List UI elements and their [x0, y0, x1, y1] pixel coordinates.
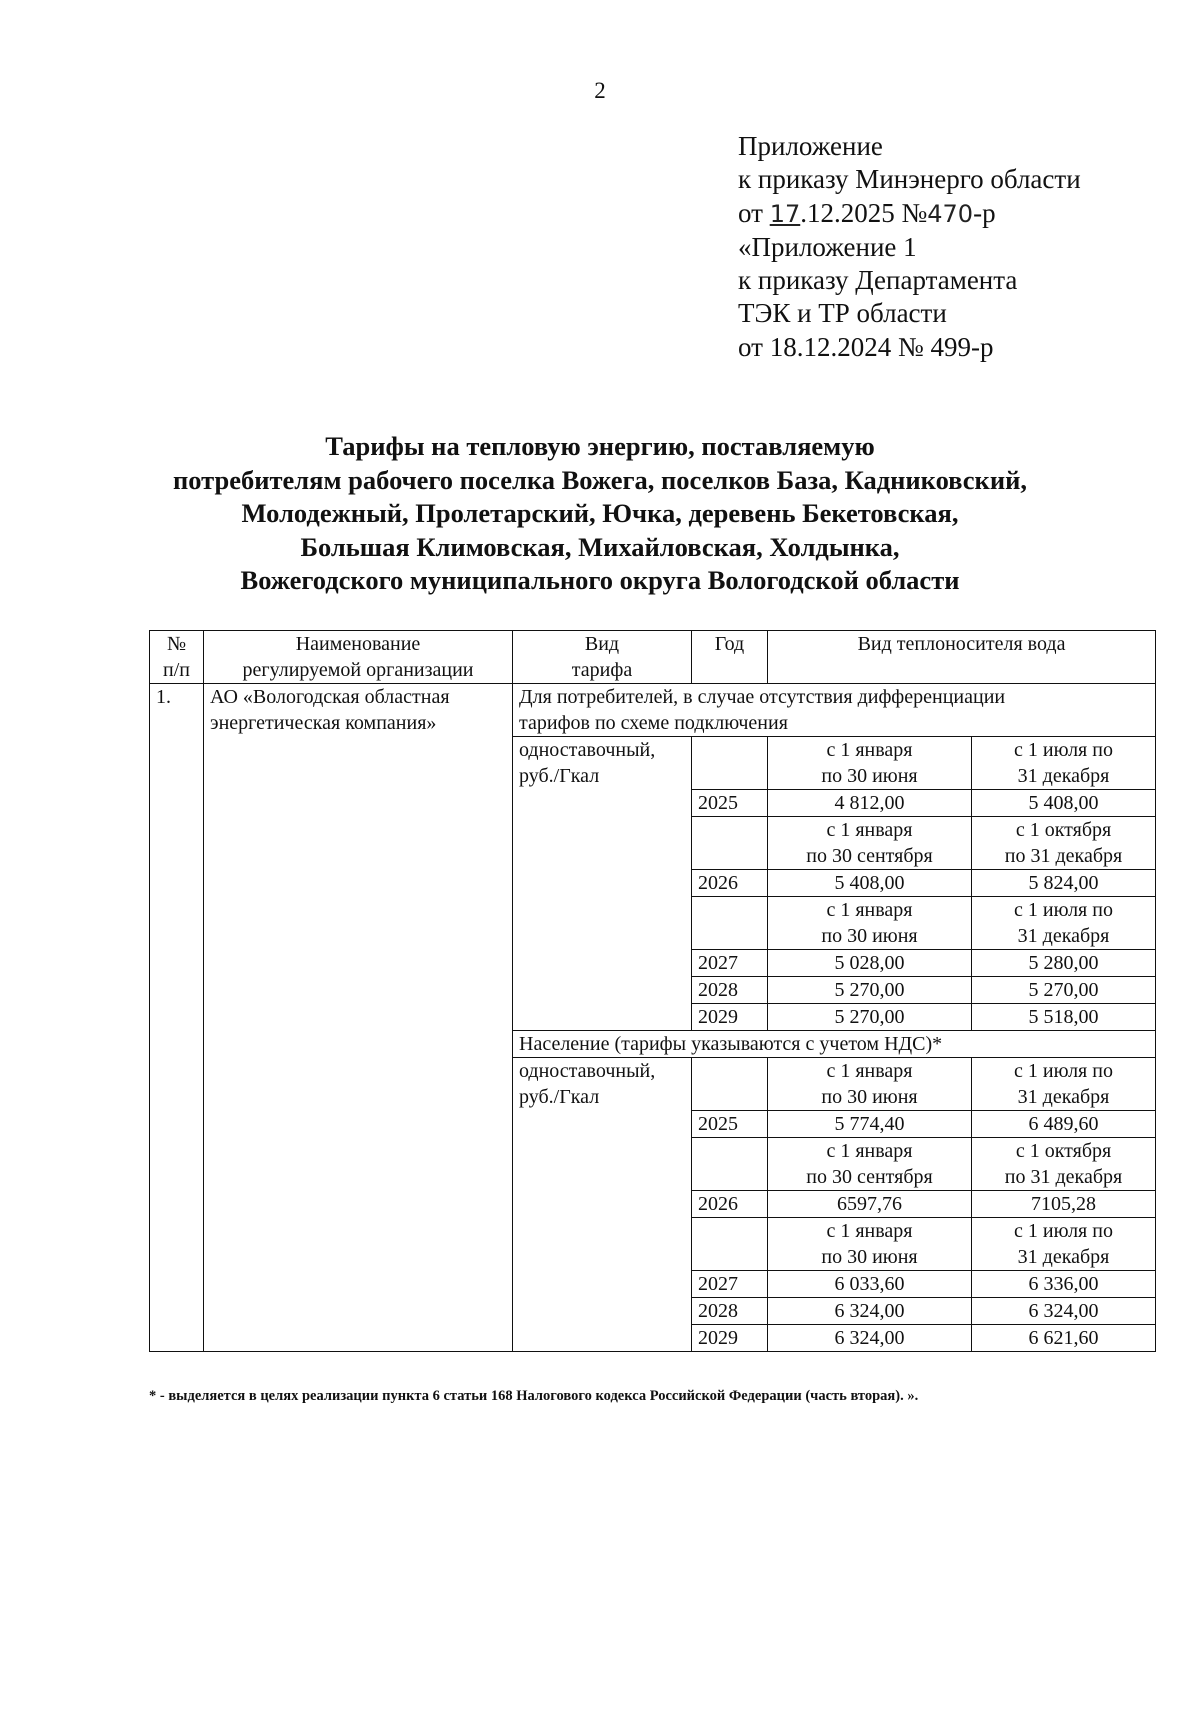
period-second-half-text: 31 декабря [1017, 1246, 1110, 1268]
header-tariff-type-text: тарифа [571, 659, 633, 681]
header-organization-text: Наименование [295, 633, 421, 655]
tariff-value-first [768, 1111, 972, 1138]
period-second-half [972, 1218, 1156, 1271]
tariff-value-first-text: 4 812,00 [834, 792, 905, 814]
title-line: Молодежный, Пролетарский, Ючка, деревень Бекетовская, [241, 498, 959, 528]
appendix-text: от [738, 197, 770, 228]
period-first-half-text: по 30 июня [821, 925, 918, 947]
organization-name-text: АО «Вологодская областная [210, 686, 450, 708]
year-cell [692, 950, 768, 977]
handwritten-day: 17 [769, 199, 801, 228]
header-tariff-type [513, 631, 692, 684]
year-cell-text: 2029 [698, 1006, 738, 1028]
period-first-half [768, 737, 972, 790]
year-cell-text: 2028 [698, 1300, 738, 1322]
empty-year-cell [692, 1138, 768, 1191]
appendix-text: -р [973, 197, 996, 228]
period-first-half-text: по 30 июня [821, 765, 918, 787]
period-second-half-text: по 31 декабря [1004, 845, 1123, 867]
tariff-type-text: руб./Гкал [519, 765, 600, 787]
tariff-value-second-text: 5 824,00 [1028, 872, 1099, 894]
year-cell [692, 1271, 768, 1298]
tariff-value-first-text: 5 270,00 [834, 1006, 905, 1028]
title-line: Тарифы на тепловую энергию, поставляемую [325, 431, 875, 461]
period-second-half-text: с 1 июля по [1014, 1220, 1113, 1242]
title-line: потребителям рабочего поселка Вожега, поселков База, Кадниковский, [173, 464, 1027, 495]
section-title [513, 1031, 1156, 1058]
period-second-half-text: по 31 декабря [1004, 1166, 1123, 1188]
appendix-line: Приложение [738, 131, 883, 161]
tariff-value-first-text: 5 774,40 [834, 1113, 905, 1135]
title-line: Большая Климовская, Михайловская, Холдынка, [300, 531, 900, 562]
period-second-half-text: 31 декабря [1017, 765, 1110, 787]
period-first-half [768, 1138, 972, 1191]
row-number [150, 684, 204, 1352]
tariff-value-second-text: 5 280,00 [1028, 952, 1099, 974]
year-cell [692, 977, 768, 1004]
empty-year-cell [692, 1218, 768, 1271]
header-organization [204, 631, 513, 684]
period-second-half [972, 1058, 1156, 1111]
period-first-half-text: с 1 января [826, 1060, 913, 1082]
header-number-text: п/п [163, 659, 190, 681]
period-second-half-text: с 1 июля по [1014, 899, 1113, 921]
tariff-type-text: одноставочный, [519, 1060, 656, 1082]
header-organization-text: регулируемой организации [242, 659, 474, 681]
tariff-value-second-text: 6 324,00 [1028, 1300, 1099, 1322]
period-second-half-text: с 1 июля по [1014, 1060, 1113, 1082]
year-cell-text: 2027 [698, 1273, 738, 1295]
header-carrier-text: Вид теплоносителя вода [857, 633, 1066, 655]
tariff-value-first-text: 6 033,60 [834, 1273, 905, 1295]
document-title [0, 430, 1200, 598]
year-cell [692, 790, 768, 817]
period-second-half-text: 31 декабря [1017, 1086, 1110, 1108]
tariff-value-first [768, 1298, 972, 1325]
handwritten-number: 470 [927, 199, 974, 228]
empty-year-cell [692, 817, 768, 870]
appendix-block [738, 130, 1081, 364]
appendix-line: к приказу Минэнерго области [738, 164, 1081, 195]
period-first-half-text: с 1 января [826, 819, 913, 841]
section-title [513, 684, 1156, 737]
period-second-half [972, 817, 1156, 870]
tariff-value-second [972, 1111, 1156, 1138]
header-year-text: Год [714, 633, 745, 655]
period-first-half-text: по 30 июня [821, 1246, 918, 1268]
period-first-half-text: по 30 сентября [806, 845, 933, 867]
tariff-value-second-text: 6 621,60 [1028, 1327, 1099, 1349]
organization-name [204, 684, 513, 1352]
appendix-order-date-line [738, 197, 1081, 231]
tariff-value-second [972, 1325, 1156, 1352]
year-cell [692, 1298, 768, 1325]
tariff-value-second [972, 1004, 1156, 1031]
period-second-half [972, 1138, 1156, 1191]
year-cell-text: 2027 [698, 952, 738, 974]
tariff-type-text: одноставочный, [519, 739, 656, 761]
tariff-type [513, 1058, 692, 1352]
tariff-table [149, 630, 1156, 1352]
period-second-half-text: 31 декабря [1017, 925, 1110, 947]
period-second-half [972, 897, 1156, 950]
year-cell [692, 870, 768, 897]
year-cell-text: 2025 [698, 1113, 738, 1135]
row-number-text: 1. [156, 686, 171, 708]
footnote: * - выделяется в целях реализации пункта 6 статьи 168 Налогового кодекса Российской Федерации (часть вторая). ». [149, 1388, 919, 1404]
tariff-value-first [768, 1004, 972, 1031]
table-row [150, 684, 1156, 737]
year-cell [692, 1111, 768, 1138]
period-first-half-text: с 1 января [826, 899, 913, 921]
section-title-text: тарифов по схеме подключения [519, 712, 788, 734]
period-first-half [768, 1058, 972, 1111]
tariff-value-first [768, 870, 972, 897]
period-first-half [768, 897, 972, 950]
header-number-text: № [166, 633, 187, 655]
tariff-value-second-text: 5 518,00 [1028, 1006, 1099, 1028]
tariff-value-first-text: 6 324,00 [834, 1327, 905, 1349]
tariff-value-first-text: 5 270,00 [834, 979, 905, 1001]
year-cell [692, 1191, 768, 1218]
tariff-value-first-text: 5 028,00 [834, 952, 905, 974]
tariff-value-second-text: 5 270,00 [1028, 979, 1099, 1001]
year-cell-text: 2029 [698, 1327, 738, 1349]
tariff-value-second-text: 6 489,60 [1028, 1113, 1099, 1135]
tariff-value-second-text: 6 336,00 [1028, 1273, 1099, 1295]
empty-year-cell [692, 1058, 768, 1111]
period-first-half-text: по 30 сентября [806, 1166, 933, 1188]
period-first-half-text: с 1 января [826, 739, 913, 761]
appendix-line: ТЭК и ТР области [738, 298, 947, 329]
year-cell-text: 2026 [698, 872, 738, 894]
header-year [692, 631, 768, 684]
section-title-text: Население (тарифы указываются с учетом НДС)* [519, 1033, 943, 1055]
tariff-value-second-text: 7105,28 [1031, 1193, 1096, 1215]
appendix-line: к приказу Департамента [738, 265, 1018, 296]
tariff-value-first-text: 5 408,00 [834, 872, 905, 894]
tariff-value-second [972, 790, 1156, 817]
year-cell-text: 2026 [698, 1193, 738, 1215]
period-first-half [768, 1218, 972, 1271]
tariff-value-second [972, 1191, 1156, 1218]
year-cell [692, 1004, 768, 1031]
period-first-half-text: с 1 января [826, 1220, 913, 1242]
period-second-half [972, 737, 1156, 790]
year-cell-text: 2025 [698, 792, 738, 814]
tariff-value-first [768, 950, 972, 977]
header-number [150, 631, 204, 684]
period-second-half-text: с 1 октября [1015, 1140, 1112, 1162]
tariff-value-second [972, 1271, 1156, 1298]
year-cell [692, 1325, 768, 1352]
page-number: 2 [594, 78, 606, 103]
tariff-value-first-text: 6597,76 [837, 1193, 902, 1215]
year-cell-text: 2028 [698, 979, 738, 1001]
table-header-row [150, 631, 1156, 684]
tariff-value-second [972, 950, 1156, 977]
tariff-value-first [768, 1191, 972, 1218]
tariff-type-text: руб./Гкал [519, 1086, 600, 1108]
tariff-value-second [972, 977, 1156, 1004]
tariff-value-first [768, 790, 972, 817]
appendix-line: от 18.12.2024 № 499-р [738, 331, 994, 362]
period-first-half-text: по 30 июня [821, 1086, 918, 1108]
tariff-value-second-text: 5 408,00 [1028, 792, 1099, 814]
period-second-half-text: с 1 июля по [1014, 739, 1113, 761]
tariff-type [513, 737, 692, 1031]
tariff-value-first [768, 1271, 972, 1298]
empty-year-cell [692, 737, 768, 790]
organization-name-text: энергетическая компания» [210, 712, 437, 734]
period-first-half [768, 817, 972, 870]
section-title-text: Для потребителей, в случае отсутствия дифференциации [519, 686, 1006, 708]
empty-year-cell [692, 897, 768, 950]
header-carrier [768, 631, 1156, 684]
tariff-value-first [768, 1325, 972, 1352]
header-tariff-type-text: Вид [584, 633, 620, 655]
tariff-value-first [768, 977, 972, 1004]
title-line: Вожегодского муниципального округа Вологодской области [240, 565, 960, 595]
tariff-value-first-text: 6 324,00 [834, 1300, 905, 1322]
tariff-value-second [972, 870, 1156, 897]
appendix-text: .12.2025 № [800, 197, 928, 228]
period-second-half-text: с 1 октября [1015, 819, 1112, 841]
period-first-half-text: с 1 января [826, 1140, 913, 1162]
tariff-value-second [972, 1298, 1156, 1325]
appendix-line: «Приложение 1 [738, 231, 917, 262]
